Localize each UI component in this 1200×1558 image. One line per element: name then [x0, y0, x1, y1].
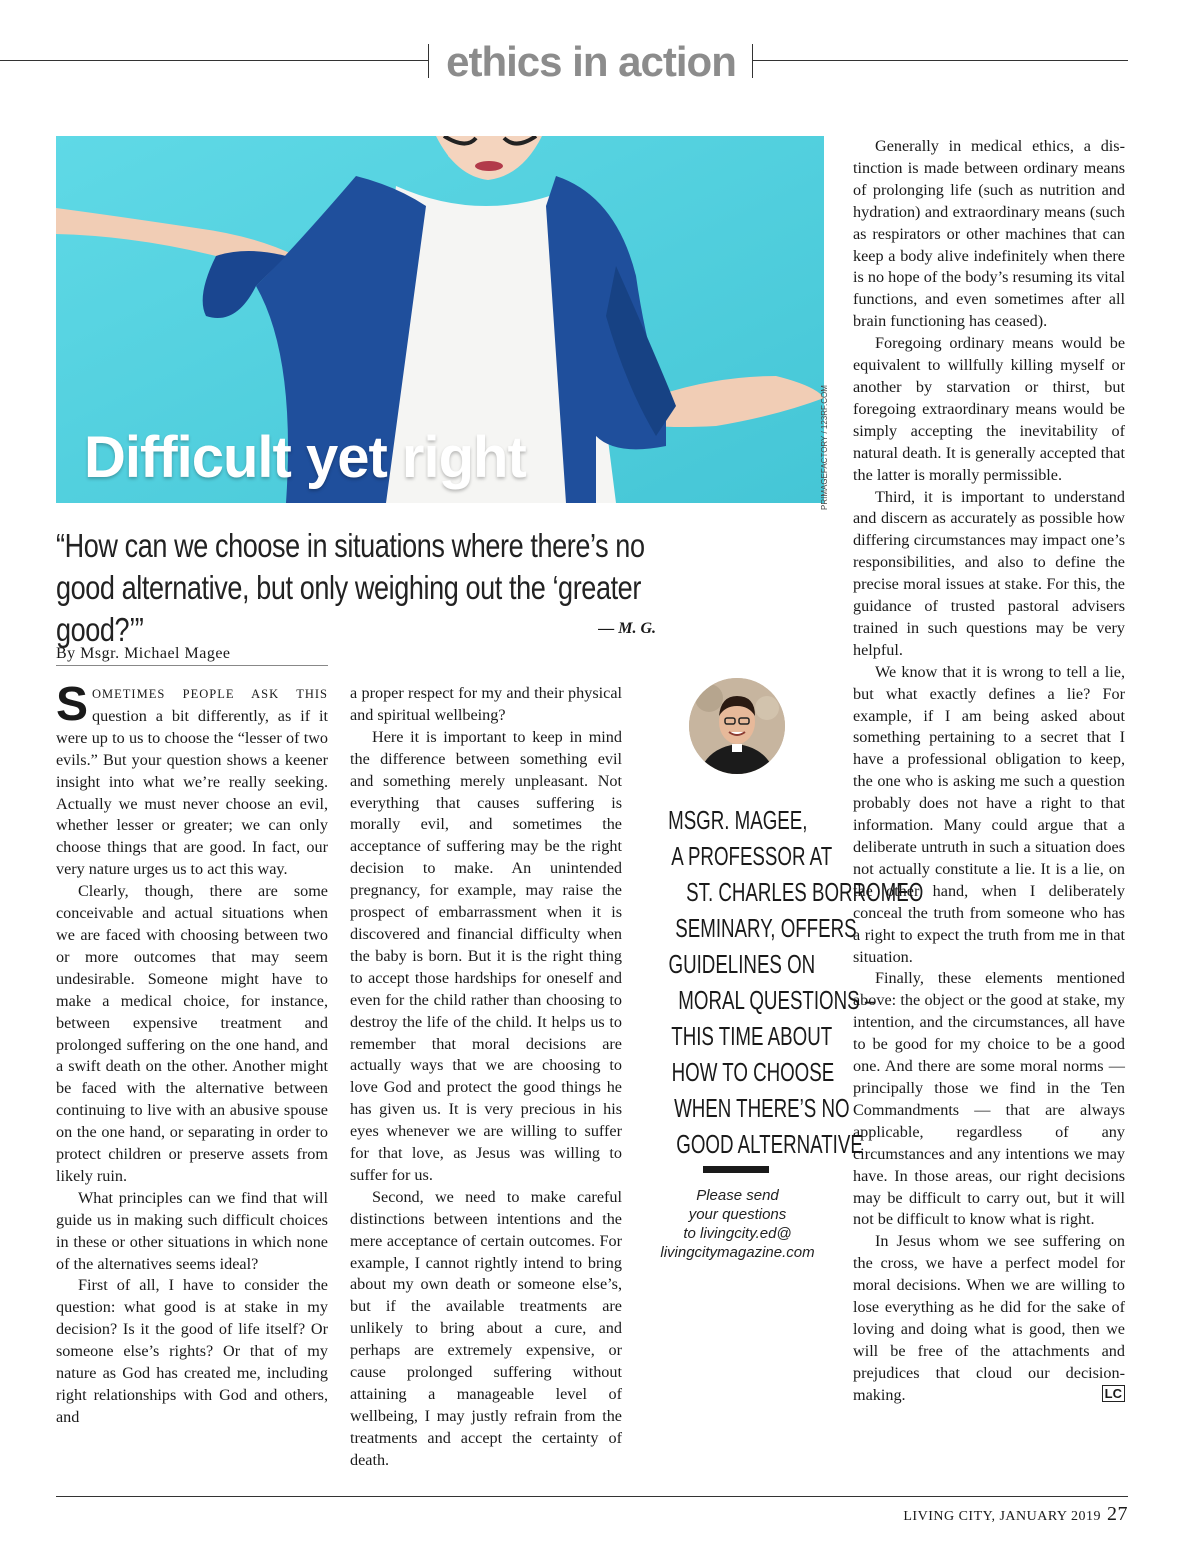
publication-name: LIVING CITY, JANUARY 2019	[903, 1509, 1101, 1524]
contact-email[interactable]: to livingcity.ed@	[683, 1225, 792, 1242]
page-number: 27	[1107, 1503, 1128, 1525]
contact-email-domain[interactable]: livingcitymagazine.com	[660, 1244, 815, 1261]
paragraph: Here it is important to keep in mind the difference between something evil and something merely unpleasant. Not everything that causes suffering is morally evil, and sometimes the acceptance of suffering may be the right decision to make. An unintended pregnancy, for example, may raise the prospect of embarrassment when it is discovered and financial difficulty when the baby is born. But it is the right thing to accept those hardships for oneself and even for the child rather than choosing to destroy the life of the child. It helps us to remember that moral decisions are actually ways that we are choosing to love God and protect the good things he has given us. It is very precious in his eyes whenever we are willing to suffer for that love, as Jesus was willing to suffer for us.	[350, 727, 622, 1184]
paragraph: In Jesus whom we see suffering on the cross, we have a perfect model for moral decisions. When we are willing to lose everything as he did for the sake of loving and doing what is good, then we will be free of the attachments and prejudices that cloud our decision-making. LC	[853, 1232, 1125, 1404]
paragraph: SOMETIMES PEOPLE ASK THIS question a bit differently, as if it were up to us to choose the “lesser of two evils.” But your question shows a keener insight into what we’re really seeking. Actually we must never choose an evil, whether lesser or greater; we can only choose things that are good. In fact, our very nature urges us to act this way.	[56, 678, 328, 879]
article-title: Difficult yet right	[84, 425, 526, 490]
paragraph: Clearly, though, there are some conceivable and actual situations when we are faced with choosing between two or more outcomes that may seem undesirable. Someone might have to make a medical choice, for instance, between expensive treatment and prolonged suffering on the one hand, and a swift death on the other. Another might be faced with the alternative between continuing to live with an abusive spouse on the one hand, or separating in order to protect children or preserve assets from likely ruin.	[56, 882, 328, 1185]
end-mark-logo: LC	[1102, 1385, 1125, 1402]
paragraph: What principles can we find that will guide us in making such difficult choices in these or other situations in which none of the alternatives seems ideal?	[56, 1188, 328, 1273]
contact-note: Please send your questions to livingcity.ed@ livingcitymagazine.com	[640, 1186, 835, 1262]
pull-quote-line: ST. CHARLES BORROMEO	[686, 877, 924, 907]
pull-quote-line: HOW TO CHOOSE	[671, 1057, 835, 1087]
hero-image	[56, 136, 824, 503]
body-column-3	[853, 136, 1125, 1407]
pull-quote-line: MORAL QUESTIONS –	[678, 985, 876, 1015]
pull-quote-line: GOOD ALTERNATIVE	[676, 1129, 863, 1159]
body-column-1	[56, 678, 328, 1429]
paragraph: We know that it is wrong to tell a lie, but what exactly defines a lie? For example, if I am being asked about something pertaining to a secret that I have a professional obligation to keep, the one who is asking me such a question probably does not have a right to that information. Many could argue that a deliberate untruth in such a situation does not actually constitute a lie. It is a lie, on the other hand, when I deliberately conceal the truth from someone who has a right to expect the truth from me in that situation.	[853, 662, 1125, 966]
pull-quote-line: A PROFESSOR AT	[671, 841, 833, 871]
footer-rule	[56, 1496, 1128, 1497]
section-title: ethics in action	[446, 38, 736, 85]
paragraph: Finally, these elements mentioned above: the object or the good at stake, my intention, and the circumstances, all have to be good for my choice to be a good one. And there are some moral norms — principally those we find in the Ten Commandments — that are always applicable, regardless of any circumstances and any intentions we may have. In those areas, our right decisions may be difficult to carry out, but it will not be difficult to know what is right.	[853, 969, 1125, 1229]
pull-quote-line: GUIDELINES ON	[668, 949, 816, 979]
lead-in: OMETIMES PEOPLE ASK THIS	[92, 687, 328, 701]
paragraph: Second, we need to make careful distinctions between intentions and the mere acceptance of certain outcomes. For example, I cannot rightly intend to bring about my own death or someone else’s, but if the available treatments are unlikely to bring about a cure, and perhaps are extremely expensive, or cause prolonged suffering without attaining a manageable level of wellbeing, I may justly refrain from the treatments and accept the certainty of death.	[350, 1187, 622, 1469]
paragraph: a proper respect for my and their physical and spiritual wellbeing?	[350, 684, 622, 724]
byline-text: By Msgr. Michael Magee	[56, 645, 231, 662]
section-header	[0, 38, 1200, 86]
paragraph: Foregoing ordinary means would be equivalent to willfully killing myself or another by starvation or thirst, but foregoing extraordinary means would be simply accepting the inevitability of natural death. It is generally accepted that the latter is morally permissible.	[853, 334, 1125, 484]
drop-cap: S	[56, 678, 89, 731]
pull-quote	[640, 802, 924, 1162]
paragraph: Generally in medical ethics, a distinction is made between ordinary means of prolonging life (such as nutrition and hydration) and extraordinary means (such as respirators or other machines that can keep a body alive indefinitely when there is no hope of the body’s resuming its vital functions, and even sometimes after all brain functioning has ceased).	[853, 137, 1125, 331]
header-rule-left	[0, 60, 428, 61]
paragraph: First of all, I have to consider the question: what good is at stake in my decision? Is it the good of life itself? Or someone else’s rights? Or that of my nature as God has created me, including right relationships with God and others, and	[56, 1276, 328, 1426]
page-footer	[800, 1503, 1128, 1526]
photo-credit: PRIMAGEFACTORY / 123RF.COM	[820, 385, 829, 510]
byline	[56, 645, 328, 666]
reader-question: “How can we choose in situations where there’s no good alternative, but only weighing out the ‘greater good?’”	[56, 527, 645, 648]
header-rule-right	[752, 60, 1128, 61]
pull-quote-line: MSGR. MAGEE,	[667, 805, 808, 835]
paragraph: Third, it is important to understand and discern as accurately as possible how differing circumstances may impact one’s responsibilities, and also to define the precise moral issues at stake. For this, the guidance of trusted pastoral advisers trained in such questions may be very helpful.	[853, 487, 1125, 659]
author-photo	[689, 678, 785, 774]
body-column-2	[350, 683, 622, 1472]
divider	[703, 1166, 769, 1173]
question-attribution: — M. G.	[598, 620, 656, 637]
header-bar-right	[752, 44, 753, 78]
pull-quote-line: SEMINARY, OFFERS	[675, 913, 857, 943]
pull-quote-line: THIS TIME ABOUT	[671, 1021, 833, 1051]
author-portrait-illustration	[689, 678, 785, 774]
header-bar-left	[428, 44, 429, 78]
pull-quote-line: WHEN THERE’S NO	[674, 1093, 850, 1123]
